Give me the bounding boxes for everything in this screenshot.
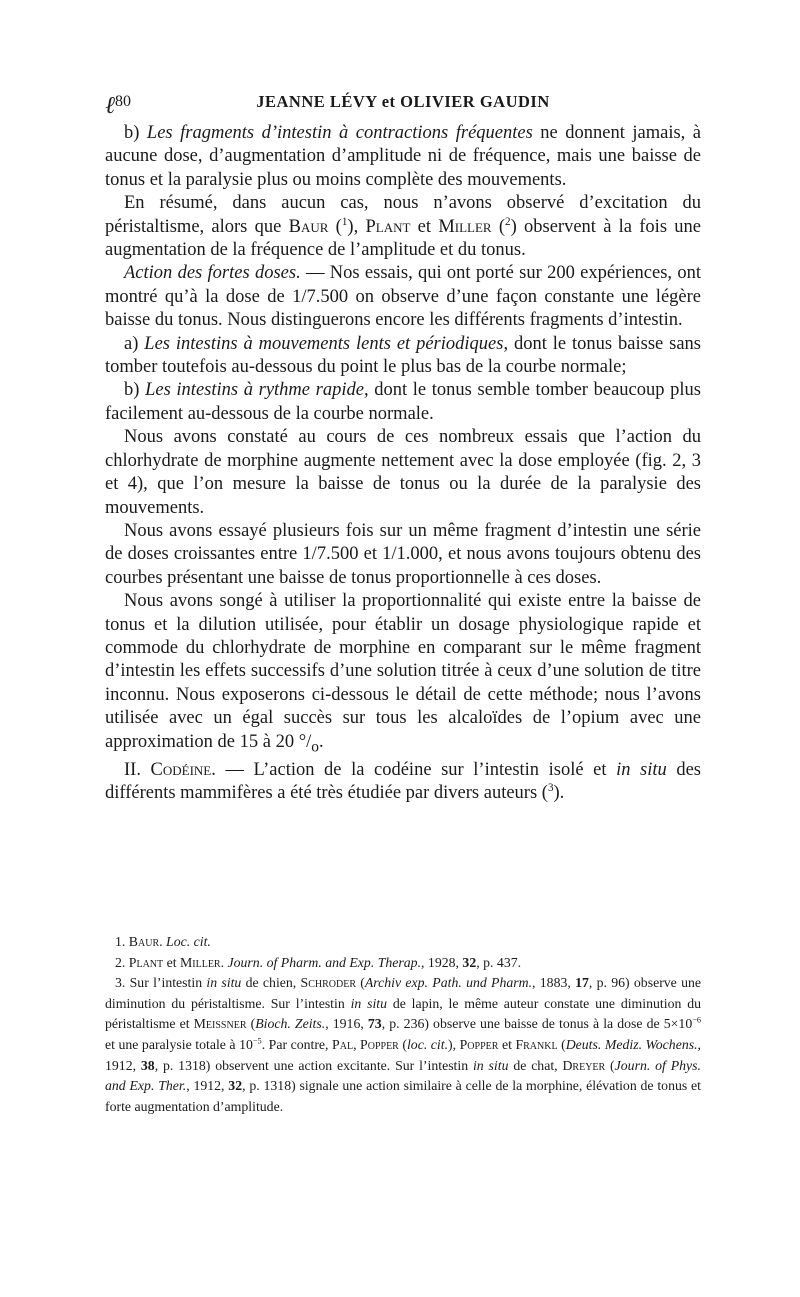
paragraph: Nous avons essayé plusieurs fois sur un même fragment d’intestin une série de doses croissantes entre 1/7.500 et 1/1.000, et nous avons toujours obtenu des courbes présentant une baisse de tonus proportionnelle à ces doses.	[105, 520, 701, 588]
footnote: 1. Baur. Loc. cit.	[115, 934, 211, 949]
handwritten-mark: ℓ	[105, 91, 115, 119]
page-header	[105, 91, 701, 119]
running-title: JEANNE LÉVY et OLIVIER GAUDIN	[256, 92, 550, 111]
main-text	[105, 122, 701, 805]
paragraph: Nous avons songé à utiliser la proportionnalité qui existe entre la baisse de tonus et la dilution utilisée, pour établir un dosage physiologique rapide et commode du chlorhydrate de morphine en comparant sur le même fragment d’intestin les effets successifs d’une solution titrée à ceux d’une solution de titre inconnu. Nous exposerons ci-dessous le détail de cette méthode; nous l’avons utilisée avec un égal succès sur tous les alcaloïdes de l’opium avec une approximation de 15 à 20 $^\circ/_o$.	[105, 591, 701, 756]
paragraph: a) Les intestins à mouvements lents et périodiques, dont le tonus baisse sans tomber toutefois au-dessous du point le plus bas de la courbe normale;	[105, 333, 701, 378]
footnote: 3. Sur l’intestin in situ de chien, Schroder (Archiv exp. Path. und Pharm., 1883, 17, p. 96) observe une diminution du péristaltisme. Sur l’intestin in situ de lapin, le même auteur constate une diminution du péristaltisme et Meissner (Bioch. Zeits., 1916, 73, p. 236) observe une baisse de tonus à la dose de $5\times 10^{-6}$ et une paralysie totale à $10^{-5}$. Par contre, Pal, Popper (loc. cit.), Popper et Frankl (Deuts. Mediz. Wochens., 1912, 38, p. 1318) observent une action excitante. Sur l’intestin in situ de chat, Dreyer (Journ. of Phys. and Exp. Ther., 1912, 32, p. 1318) signale une action similaire à celle de la morphine, élévation de tonus et forte augmentation d’amplitude.	[105, 975, 702, 1114]
paragraph: b) Les intestins à rythme rapide, dont le tonus semble tomber beaucoup plus facilement au-dessous de la courbe normale.	[105, 380, 701, 424]
paragraph: Action des fortes doses. — Nos essais, qui ont porté sur 200 expériences, ont montré qu’à la dose de 1/7.500 on observe d’une façon constante une légère baisse du tonus. Nous distinguerons encore les différents fragments d’intestin.	[105, 263, 701, 331]
page-number: 80	[115, 93, 131, 110]
footnote: 2. Plant et Miller. Journ. of Pharm. and Exp. Therap., 1928, 32, p. 437.	[115, 954, 522, 970]
paragraph: II. Codéine. — L’action de la codéine sur l’intestin isolé et in situ des différents mammifères a été très étudiée par divers auteurs ($^3$).	[105, 759, 701, 804]
paragraph: Nous avons constaté au cours de ces nombreux essais que l’action du chlorhydrate de morphine augmente nettement avec la dose employée (fig. 2, 3 et 4), que l’on mesure la baisse de tonus ou la durée de la paralysie des mouvements.	[105, 427, 701, 518]
paragraph: b) Les fragments d’intestin à contractions fréquentes ne donnent jamais, à aucune dose, d’augmentation d’amplitude ni de fréquence, mais une baisse de tonus et la paralysie plus ou moins complète des mouvements.	[105, 123, 701, 190]
footnotes	[105, 932, 701, 1117]
paragraph: En résumé, dans aucun cas, nous n’avons observé d’excitation du péristaltisme, alors que Baur ($^1$), Plant et Miller ($^2$) observent à la fois une augmentation de la fréquence de l’amplitude et du tonus.	[105, 193, 702, 261]
